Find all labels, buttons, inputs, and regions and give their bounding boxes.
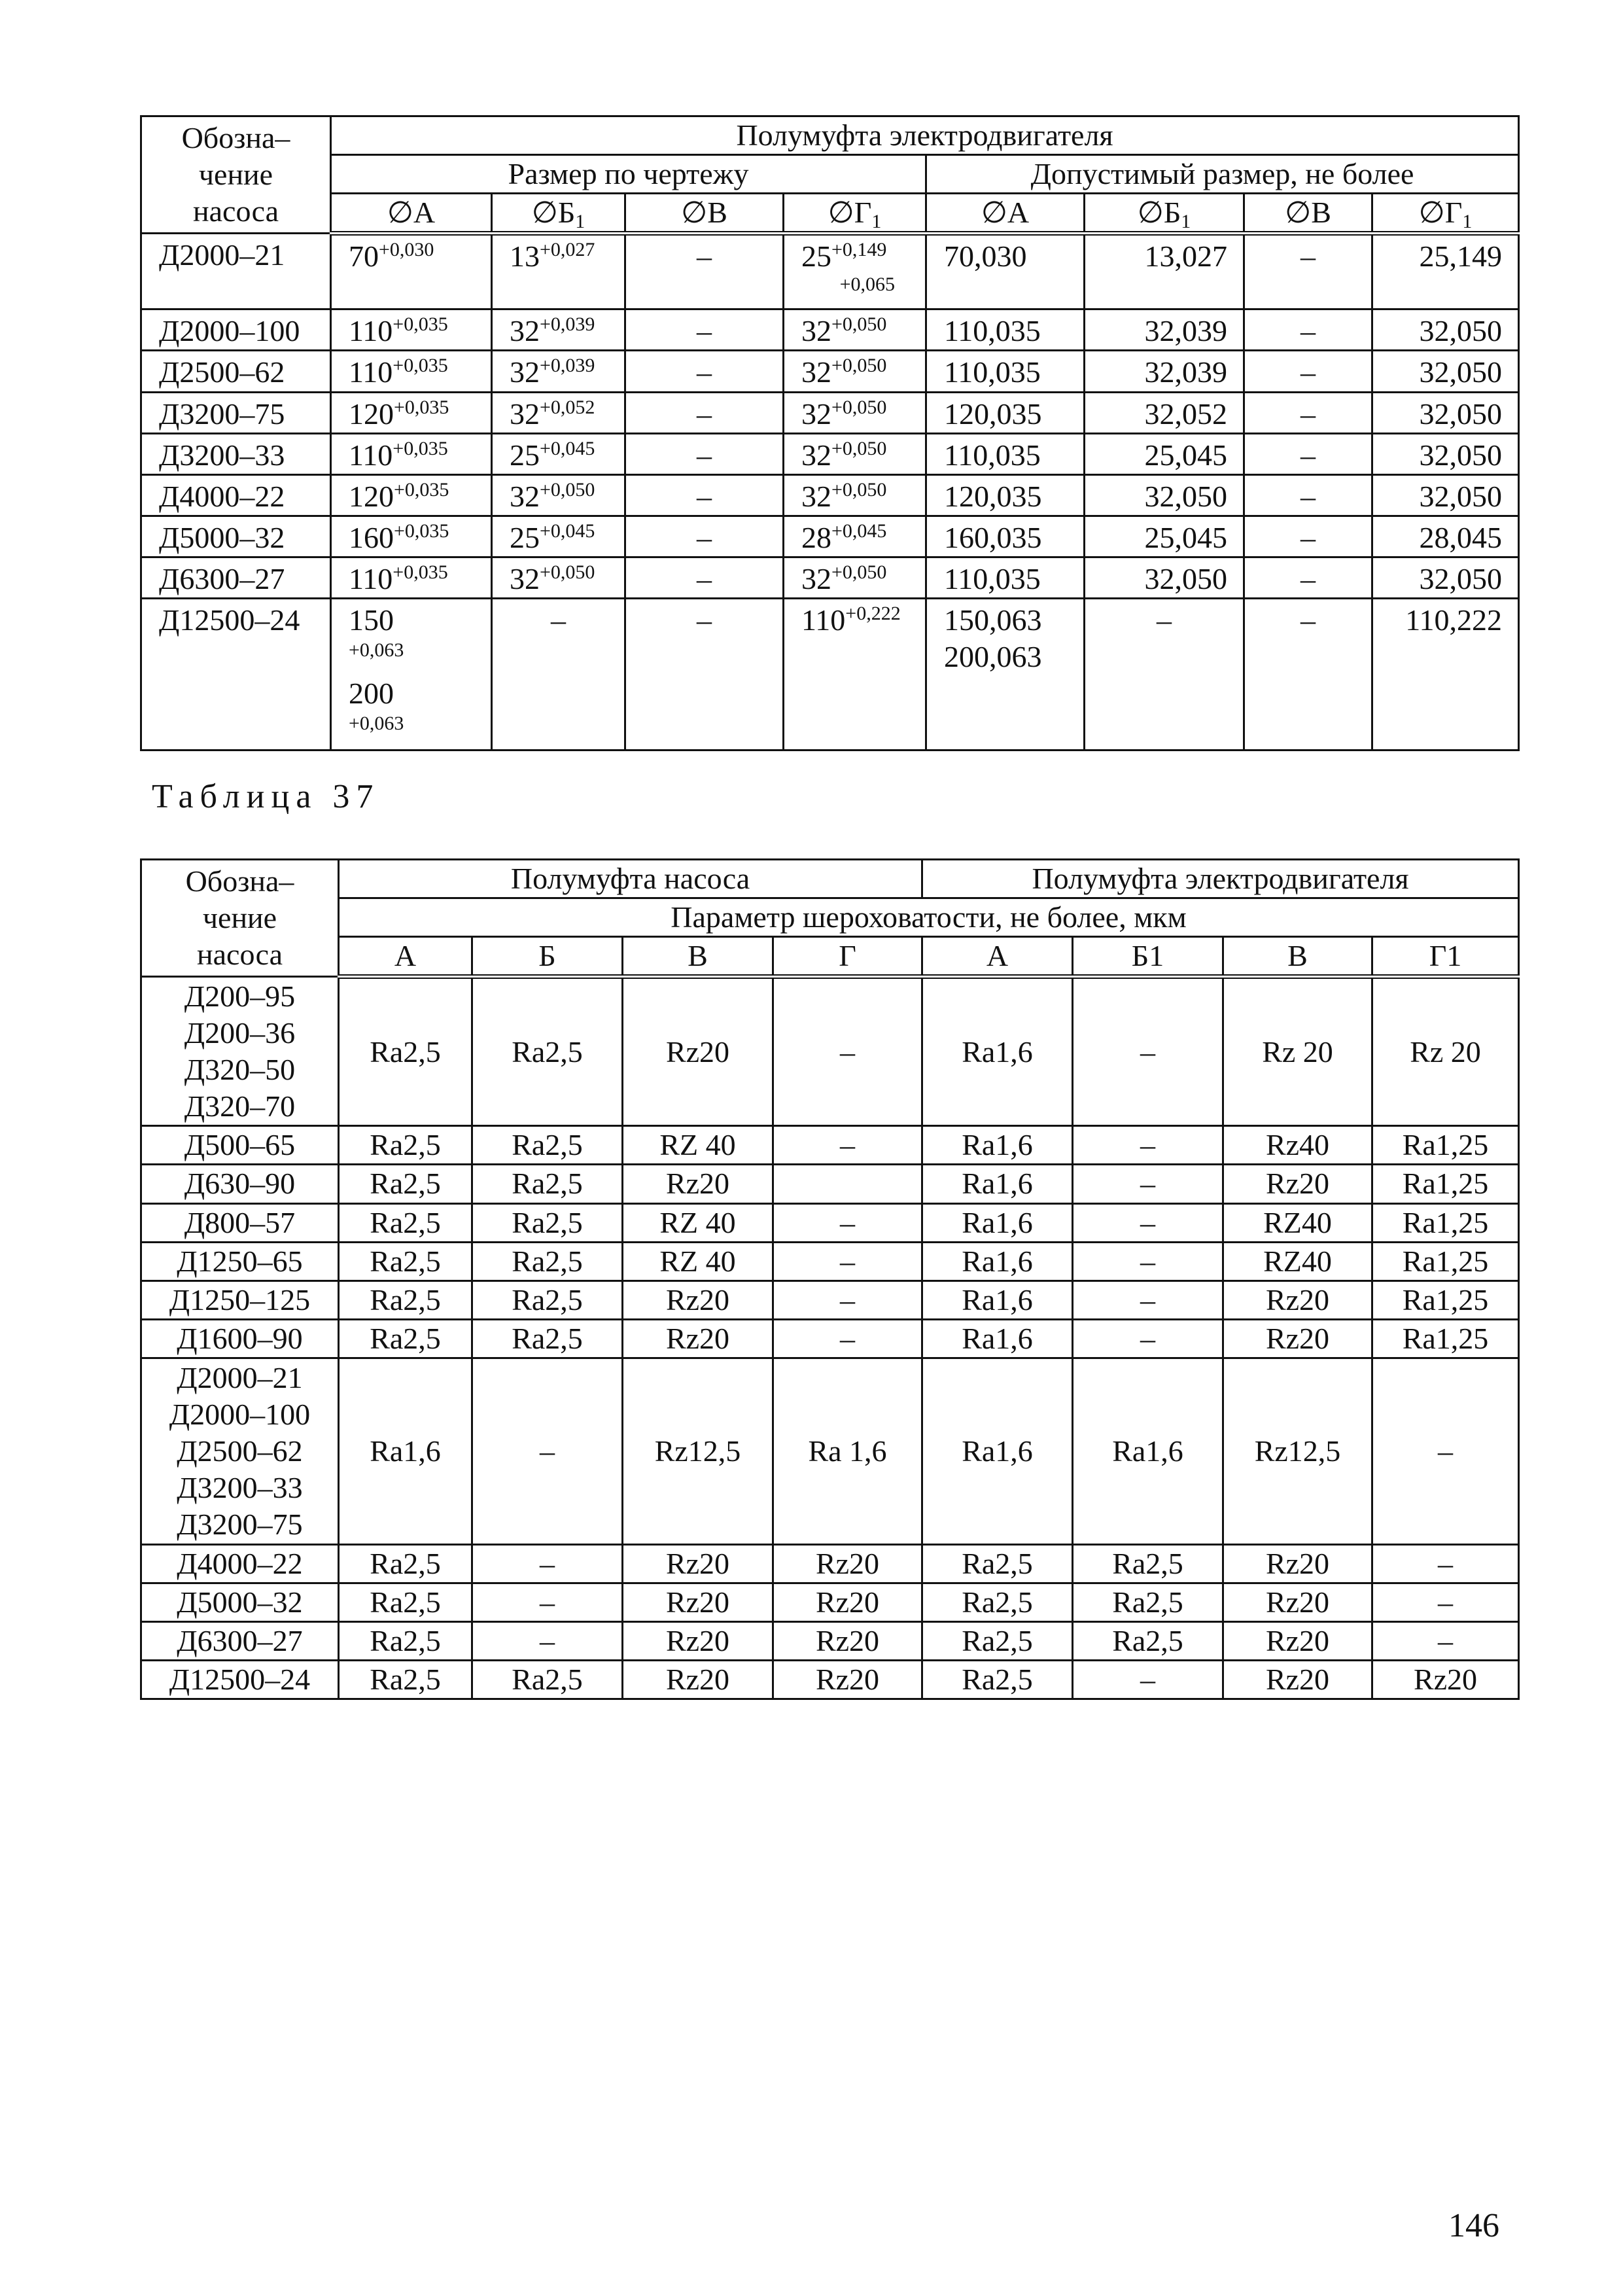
drawing-size-cell: $110^{+0,035}$ [331, 351, 492, 392]
roughness-cell: Rz20 [623, 1544, 773, 1583]
diameter-symbol: ∅ [981, 196, 1007, 230]
allowed-size-cell: 70,030 [926, 234, 1085, 309]
roughness-cell: Ra1,25 [1372, 1242, 1519, 1280]
table-row [141, 433, 1519, 474]
roughness-cell: Ra2,5 [472, 1661, 623, 1699]
roughness-cell: Ra2,5 [339, 1661, 472, 1699]
roughness-cell: Ra2,5 [922, 1661, 1073, 1699]
column-header: $\emptyset Б_1$ [1085, 194, 1244, 234]
allowed-size-cell: – [1085, 599, 1244, 750]
roughness-cell: Rz20 [1372, 1661, 1519, 1699]
roughness-cell: Ra1,6 [922, 1126, 1073, 1165]
pump-designation: Д3200–75 [141, 392, 331, 433]
roughness-cell: Rz20 [623, 1165, 773, 1203]
roughness-cell: – [1073, 1203, 1223, 1242]
roughness-cell: – [773, 1203, 922, 1242]
column-header: ∅А [331, 194, 492, 234]
roughness-cell: Rz 20 [1372, 977, 1519, 1126]
allowed-size-cell: 32,050 [1372, 557, 1519, 598]
pump-designation: Д1600–90 [141, 1319, 339, 1358]
roughness-cell: Ra2,5 [339, 1544, 472, 1583]
roughness-cell: Ra1,25 [1372, 1319, 1519, 1358]
allowed-size-cell: 110,035 [926, 433, 1085, 474]
allowed-size-cell: 120,035 [926, 474, 1085, 516]
roughness-param-header: Параметр шероховатости, не более, мкм [339, 898, 1519, 937]
column-header: Б [472, 937, 623, 977]
roughness-cell: – [1372, 1358, 1519, 1544]
drawing-size-cell: $70^{+0,030}$ [331, 234, 492, 309]
roughness-cell: Rz20 [1223, 1661, 1372, 1699]
allowed-size-cell: 25,045 [1085, 516, 1244, 557]
drawing-size-cell: – [625, 433, 784, 474]
roughness-cell: Ra2,5 [339, 1126, 472, 1165]
roughness-cell: Rz20 [773, 1544, 922, 1583]
roughness-cell: Ra2,5 [472, 1280, 623, 1319]
pump-half-header: Полумуфта насоса [339, 860, 922, 898]
roughness-cell: – [472, 1622, 623, 1661]
roughness-cell: Ra1,6 [922, 1319, 1073, 1358]
allowed-size-cell: 25,045 [1085, 433, 1244, 474]
allowed-size-cell: 25,149 [1372, 234, 1519, 309]
allowed-size-cell: 32,050 [1372, 351, 1519, 392]
roughness-cell: Rz20 [1223, 1165, 1372, 1203]
allowed-size-cell: 110,222 [1372, 599, 1519, 750]
roughness-cell: Rz20 [623, 1622, 773, 1661]
drawing-size-cell: $32^{+0,050}$ [784, 557, 926, 598]
allowed-size-cell: 32,050 [1372, 474, 1519, 516]
pump-designation: Д2000–100 [141, 309, 331, 351]
roughness-cell: – [1372, 1583, 1519, 1622]
designation-header: Обозна– чение насоса [141, 116, 331, 234]
pump-designation: Д800–57 [141, 1203, 339, 1242]
roughness-cell: Ra1,25 [1372, 1165, 1519, 1203]
table-row [141, 392, 1519, 433]
diameter-symbol: ∅ [387, 196, 413, 230]
drawing-size-cell: – [625, 474, 784, 516]
roughness-cell: Ra1,6 [922, 1358, 1073, 1544]
roughness-cell: Ra1,6 [339, 1358, 472, 1544]
table-row [141, 1544, 1519, 1583]
drawing-size-cell: – [625, 557, 784, 598]
table-row [141, 1242, 1519, 1280]
diameter-symbol: ∅ [1137, 196, 1164, 230]
column-header: В [1223, 937, 1372, 977]
page-number: 146 [1448, 2207, 1499, 2244]
allowed-size-cell: 110,035 [926, 557, 1085, 598]
pump-designation: Д1250–65 [141, 1242, 339, 1280]
table-row [141, 474, 1519, 516]
table-row [141, 1126, 1519, 1165]
drawing-size-cell: $110^{+0,222}$ [784, 599, 926, 750]
roughness-cell: Ra2,5 [339, 1583, 472, 1622]
roughness-cell: Ra2,5 [1073, 1622, 1223, 1661]
column-header: $\emptyset Б_1$ [492, 194, 625, 234]
roughness-cell: – [773, 1280, 922, 1319]
table-row [141, 1583, 1519, 1622]
allowed-size-cell: – [1244, 599, 1372, 750]
column-header: ∅В [625, 194, 784, 234]
drawing-size-cell: $13^{+0,027}$ [492, 234, 625, 309]
allowed-size-header: Допустимый размер, не более [926, 155, 1519, 194]
roughness-cell: Rz20 [773, 1583, 922, 1622]
designation-header: Обозна– чение насоса [141, 860, 339, 977]
roughness-cell: Rz 20 [1223, 977, 1372, 1126]
allowed-size-cell: 32,052 [1085, 392, 1244, 433]
pump-designation: Д200–95 Д200–36 Д320–50 Д320–70 [141, 977, 339, 1126]
roughness-cell: Ra1,25 [1372, 1126, 1519, 1165]
drawing-size-cell: $160^{+0,035}$ [331, 516, 492, 557]
drawing-size-cell: $32^{+0,052}$ [492, 392, 625, 433]
column-header: $\emptyset Г_1$ [1372, 194, 1519, 234]
roughness-cell: – [1073, 1280, 1223, 1319]
table-row [141, 234, 1519, 309]
roughness-cell: Ra2,5 [339, 977, 472, 1126]
column-header: А [922, 937, 1073, 977]
drawing-size-cell: $25^{+0,045}$ [492, 433, 625, 474]
roughness-cell: Rz20 [623, 1583, 773, 1622]
roughness-cell: Ra1,6 [922, 1280, 1073, 1319]
pump-designation: Д2000–21 [141, 234, 331, 309]
roughness-cell: – [1073, 1242, 1223, 1280]
drawing-size-cell: $32^{+0,050}$ [784, 433, 926, 474]
roughness-cell: Ra2,5 [472, 1242, 623, 1280]
roughness-cell: Ra2,5 [472, 1165, 623, 1203]
roughness-cell: Ra2,5 [472, 1126, 623, 1165]
diameter-symbol: ∅ [1285, 196, 1312, 230]
allowed-size-cell: 32,039 [1085, 309, 1244, 351]
column-header: ∅В [1244, 194, 1372, 234]
roughness-cell: RZ40 [1223, 1203, 1372, 1242]
roughness-cell: Rz12,5 [1223, 1358, 1372, 1544]
table-row [141, 1165, 1519, 1203]
roughness-cell: – [1073, 977, 1223, 1126]
roughness-cell: – [1372, 1544, 1519, 1583]
drawing-size-cell: – [625, 599, 784, 750]
roughness-cell: Rz20 [623, 1319, 773, 1358]
allowed-size-cell: 32,050 [1372, 392, 1519, 433]
pump-designation: Д6300–27 [141, 557, 331, 598]
drawing-size-cell: $110^{+0,035}$ [331, 557, 492, 598]
table-caption: Таблица 37 [152, 778, 380, 815]
roughness-cell: – [472, 1544, 623, 1583]
roughness-cell: RZ 40 [623, 1242, 773, 1280]
allowed-size-cell: – [1244, 474, 1372, 516]
roughness-cell: Rz20 [773, 1622, 922, 1661]
allowed-size-cell: – [1244, 433, 1372, 474]
drawing-size-cell: $110^{+0,035}$ [331, 309, 492, 351]
roughness-cell: Rz20 [1223, 1622, 1372, 1661]
motor-half-header: Полумуфта электродвигателя [331, 116, 1519, 155]
table-row [141, 1203, 1519, 1242]
roughness-cell: Ra2,5 [922, 1544, 1073, 1583]
column-header: $\emptyset Г_1$ [784, 194, 926, 234]
roughness-cell: Ra1,25 [1372, 1203, 1519, 1242]
roughness-cell: Ra 1,6 [773, 1358, 922, 1544]
roughness-cell: Ra2,5 [1073, 1583, 1223, 1622]
pump-designation: Д5000–32 [141, 516, 331, 557]
table-row [141, 516, 1519, 557]
roughness-cell: – [773, 1319, 922, 1358]
table-row [141, 599, 1519, 750]
roughness-cell: Ra1,25 [1372, 1280, 1519, 1319]
table-row [141, 1661, 1519, 1699]
drawing-size-cell: – [625, 309, 784, 351]
pump-designation: Д6300–27 [141, 1622, 339, 1661]
diameter-symbol: ∅ [1418, 196, 1445, 230]
drawing-size-cell: $32^{+0,050}$ [492, 474, 625, 516]
drawing-size-cell: $32^{+0,050}$ [784, 392, 926, 433]
allowed-size-cell: 13,027 [1085, 234, 1244, 309]
drawing-size-cell: $32^{+0,050}$ [784, 351, 926, 392]
roughness-cell: – [472, 1358, 623, 1544]
allowed-size-cell: – [1244, 392, 1372, 433]
roughness-cell: Ra1,6 [922, 1203, 1073, 1242]
pump-designation: Д1250–125 [141, 1280, 339, 1319]
roughness-cell: Rz20 [1223, 1544, 1372, 1583]
pump-designation: Д4000–22 [141, 474, 331, 516]
drawing-size-cell: $120^{+0,035}$ [331, 392, 492, 433]
diameter-symbol: ∅ [828, 196, 854, 230]
drawing-size-cell: $120^{+0,035}$ [331, 474, 492, 516]
roughness-cell: Ra1,6 [922, 977, 1073, 1126]
roughness-cell: RZ40 [1223, 1242, 1372, 1280]
allowed-size-cell: 32,050 [1085, 474, 1244, 516]
drawing-size-cell: 150 $^{+0,063}$ 200 $^{+0,063}$ [331, 599, 492, 750]
allowed-size-cell: – [1244, 516, 1372, 557]
allowed-size-cell: 28,045 [1372, 516, 1519, 557]
allowed-size-cell: 120,035 [926, 392, 1085, 433]
pump-designation: Д2000–21 Д2000–100 Д2500–62 Д3200–33 Д3200–75 [141, 1358, 339, 1544]
drawing-size-cell: $32^{+0,050}$ [784, 474, 926, 516]
drawing-size-cell: $25^{+0,149}$ +0,065 [784, 234, 926, 309]
roughness-cell [773, 1165, 922, 1203]
table-row [141, 1319, 1519, 1358]
table-row [141, 557, 1519, 598]
drawing-size-cell: $32^{+0,050}$ [784, 309, 926, 351]
column-header: В [623, 937, 773, 977]
roughness-cell: Ra2,5 [472, 1203, 623, 1242]
table-row [141, 309, 1519, 351]
allowed-size-cell: 32,050 [1085, 557, 1244, 598]
allowed-size-cell: 32,050 [1372, 433, 1519, 474]
roughness-cell: – [773, 1126, 922, 1165]
pump-designation: Д2500–62 [141, 351, 331, 392]
roughness-cell: Rz20 [623, 1280, 773, 1319]
roughness-cell: Rz20 [623, 977, 773, 1126]
drawing-size-cell: $110^{+0,035}$ [331, 433, 492, 474]
pump-designation: Д630–90 [141, 1165, 339, 1203]
roughness-cell: – [773, 977, 922, 1126]
roughness-cell: Rz40 [1223, 1126, 1372, 1165]
drawing-size-cell: $28^{+0,045}$ [784, 516, 926, 557]
diameter-symbol: ∅ [681, 196, 708, 230]
allowed-size-cell: 110,035 [926, 351, 1085, 392]
column-header: Г [773, 937, 922, 977]
drawing-size-cell: $25^{+0,045}$ [492, 516, 625, 557]
allowed-size-cell: 110,035 [926, 309, 1085, 351]
roughness-cell: Ra2,5 [472, 977, 623, 1126]
pump-designation: Д500–65 [141, 1126, 339, 1165]
column-header: Г1 [1372, 937, 1519, 977]
roughness-cell: Rz20 [773, 1661, 922, 1699]
allowed-size-cell: 160,035 [926, 516, 1085, 557]
roughness-cell: Ra2,5 [339, 1622, 472, 1661]
roughness-cell: Ra2,5 [339, 1319, 472, 1358]
roughness-cell: – [1073, 1126, 1223, 1165]
allowed-size-cell: 32,039 [1085, 351, 1244, 392]
roughness-cell: – [472, 1583, 623, 1622]
roughness-cell: RZ 40 [623, 1203, 773, 1242]
roughness-cell: Ra1,6 [922, 1242, 1073, 1280]
pump-designation: Д12500–24 [141, 1661, 339, 1699]
drawing-size-cell: – [625, 234, 784, 309]
allowed-size-cell: 32,050 [1372, 309, 1519, 351]
roughness-cell: Ra2,5 [339, 1280, 472, 1319]
diameter-symbol: ∅ [531, 196, 558, 230]
column-header: А [339, 937, 472, 977]
roughness-cell: Ra2,5 [339, 1203, 472, 1242]
pump-designation: Д3200–33 [141, 433, 331, 474]
allowed-size-cell: – [1244, 309, 1372, 351]
pump-designation: Д5000–32 [141, 1583, 339, 1622]
table-row [141, 977, 1519, 1126]
roughness-cell: – [1073, 1319, 1223, 1358]
roughness-table [140, 858, 1520, 1700]
table-row [141, 1358, 1519, 1544]
roughness-cell: Ra2,5 [922, 1622, 1073, 1661]
table-row [141, 1280, 1519, 1319]
column-header: ∅А [926, 194, 1085, 234]
roughness-cell: RZ 40 [623, 1126, 773, 1165]
table-row [141, 351, 1519, 392]
drawing-size-cell: – [625, 516, 784, 557]
column-header: Б1 [1073, 937, 1223, 977]
roughness-cell: Ra1,6 [922, 1165, 1073, 1203]
table-row [141, 1622, 1519, 1661]
roughness-cell: Rz20 [1223, 1583, 1372, 1622]
roughness-cell: Ra2,5 [339, 1165, 472, 1203]
roughness-cell: Ra2,5 [339, 1242, 472, 1280]
allowed-size-cell: 150,063 200,063 [926, 599, 1085, 750]
roughness-cell: – [1372, 1622, 1519, 1661]
coupling-dimensions-table [140, 115, 1520, 751]
roughness-cell: Ra1,6 [1073, 1358, 1223, 1544]
pump-designation: Д4000–22 [141, 1544, 339, 1583]
allowed-size-cell: – [1244, 234, 1372, 309]
roughness-cell: – [773, 1242, 922, 1280]
roughness-cell: – [1073, 1165, 1223, 1203]
roughness-cell: Rz20 [1223, 1319, 1372, 1358]
roughness-cell: Rz20 [623, 1661, 773, 1699]
drawing-size-cell: $32^{+0,039}$ [492, 351, 625, 392]
roughness-cell: Ra2,5 [472, 1319, 623, 1358]
allowed-size-cell: – [1244, 557, 1372, 598]
motor-half-header: Полумуфта электродвигателя [922, 860, 1519, 898]
roughness-cell: Ra2,5 [922, 1583, 1073, 1622]
roughness-cell: – [1073, 1661, 1223, 1699]
roughness-cell: Rz20 [1223, 1280, 1372, 1319]
drawing-size-cell: $32^{+0,050}$ [492, 557, 625, 598]
allowed-size-cell: – [1244, 351, 1372, 392]
drawing-size-cell: – [625, 392, 784, 433]
drawing-size-cell: – [492, 599, 625, 750]
drawing-size-cell: – [625, 351, 784, 392]
drawing-size-header: Размер по чертежу [331, 155, 926, 194]
pump-designation: Д12500–24 [141, 599, 331, 750]
roughness-cell: Rz12,5 [623, 1358, 773, 1544]
drawing-size-cell: $32^{+0,039}$ [492, 309, 625, 351]
roughness-cell: Ra2,5 [1073, 1544, 1223, 1583]
